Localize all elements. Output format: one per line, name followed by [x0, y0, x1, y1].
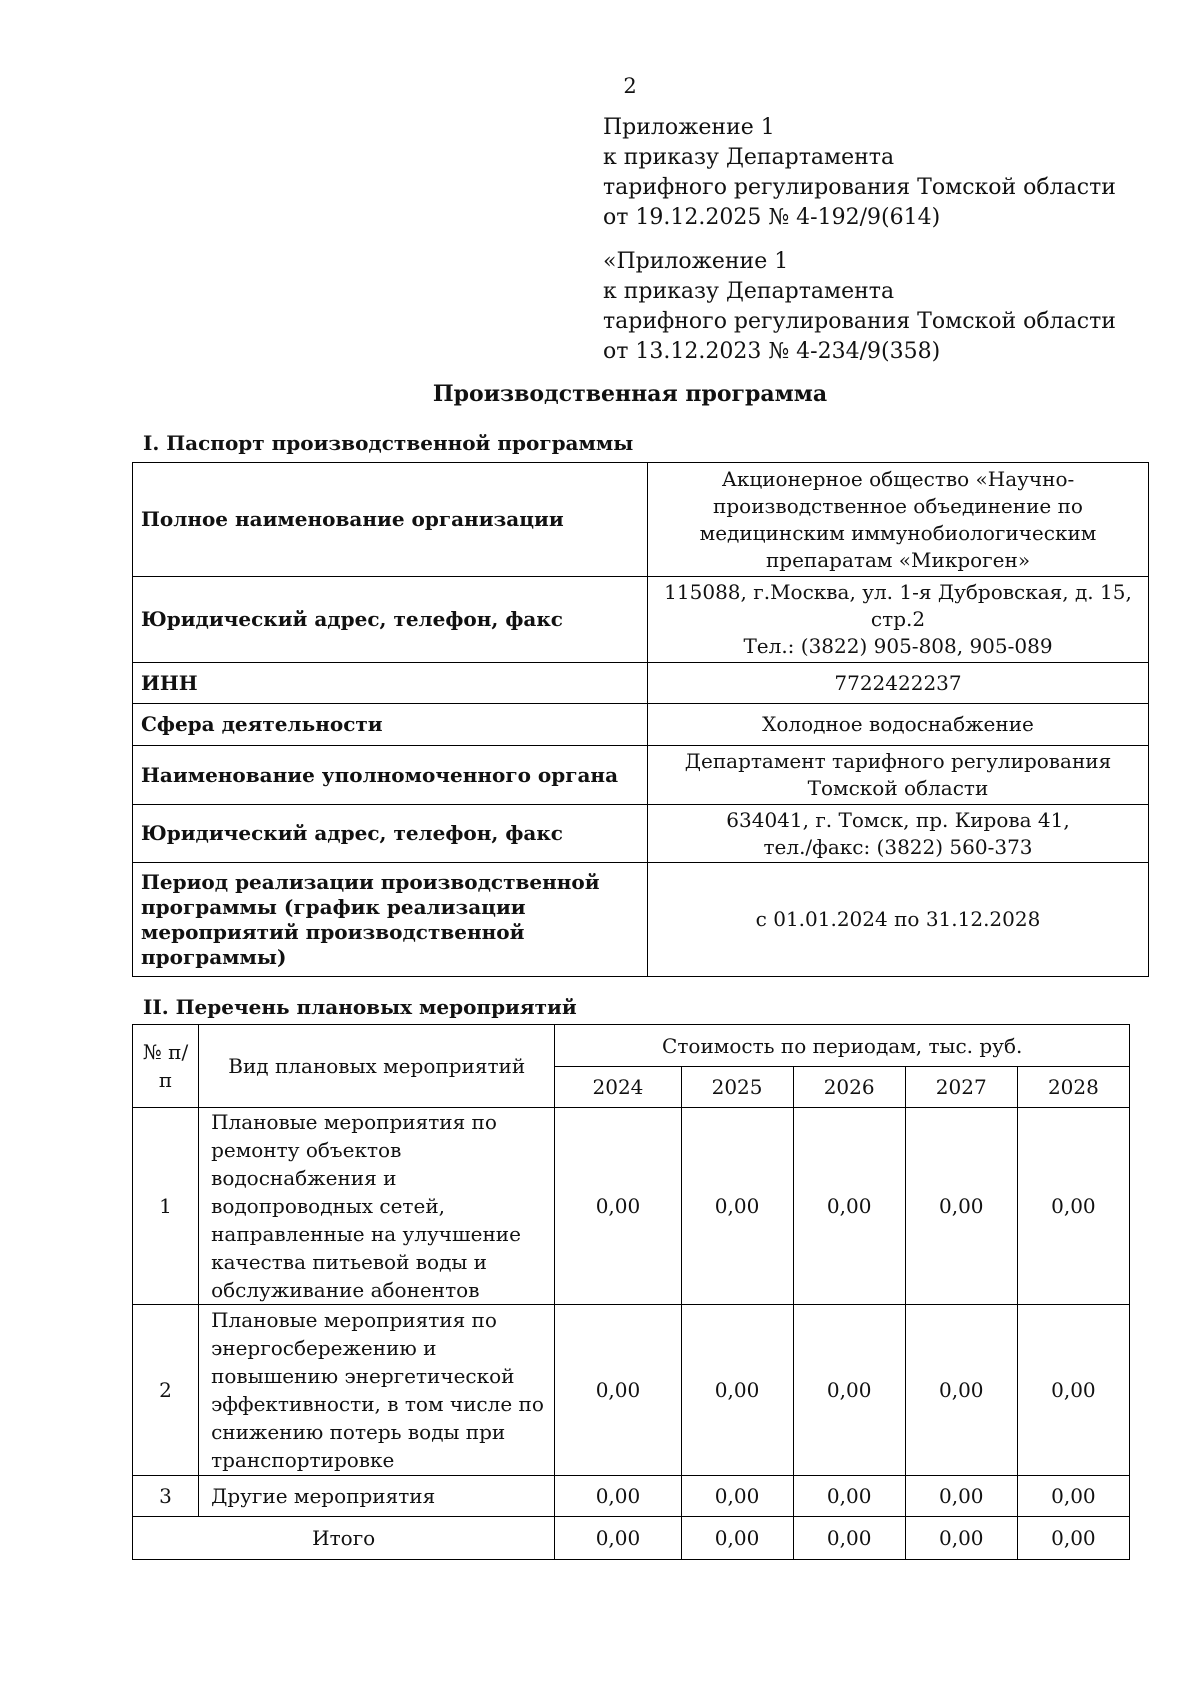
row-value: 0,00 [681, 1108, 793, 1305]
value-line: Холодное водоснабжение [762, 712, 1034, 736]
passport-label: Юридический адрес, телефон, факс [133, 577, 648, 663]
attachment-line: к приказу Департамента [603, 279, 895, 304]
section-heading-passport: I. Паспорт производственной программы [143, 431, 634, 455]
attachment-line: к приказу Департамента [603, 145, 895, 170]
attachment-header-current [603, 113, 1163, 233]
row-value: 0,00 [1017, 1476, 1129, 1517]
value-line: препаратам «Микроген» [765, 547, 1031, 572]
row-value: 0,00 [905, 1476, 1017, 1517]
row-description: Плановые мероприятия по ремонту объектов водоснабжения и водопроводных сетей, направленные на улучшение качества питьевой воды и обслуживание абонентов [199, 1108, 555, 1305]
value-line: стр.2 [870, 607, 926, 631]
value-line: 7722422237 [834, 670, 962, 695]
attachment-line: тарифного регулирования Томской области [603, 175, 1116, 200]
table-row [133, 746, 1149, 805]
table-header-row [133, 1025, 1130, 1067]
header-year: 2028 [1017, 1067, 1129, 1108]
row-num: 2 [133, 1305, 199, 1476]
table-row [133, 663, 1149, 704]
row-value: 0,00 [905, 1108, 1017, 1305]
passport-value [648, 805, 1149, 863]
table-row [133, 704, 1149, 746]
row-value: 0,00 [681, 1476, 793, 1517]
value-line: 634041, г. Томск, пр. Кирова 41, [726, 807, 1070, 832]
header-year: 2024 [555, 1067, 681, 1108]
document-title: Производственная программа [432, 381, 828, 407]
value-line: Акционерное общество «Научно- [721, 466, 1075, 491]
total-value: 0,00 [905, 1517, 1017, 1560]
passport-label: Сфера деятельности [133, 704, 648, 746]
total-value: 0,00 [555, 1517, 681, 1560]
total-row [133, 1517, 1130, 1560]
value-line: с 01.01.2024 по 31.12.2028 [755, 907, 1041, 931]
row-value: 0,00 [905, 1305, 1017, 1476]
attachment-line: от 13.12.2023 № 4-234/9(358) [603, 339, 941, 364]
passport-value [648, 746, 1149, 805]
total-value: 0,00 [793, 1517, 905, 1560]
total-value: 0,00 [681, 1517, 793, 1560]
value-line: медицинским иммунобиологическим [699, 520, 1097, 545]
passport-value [648, 863, 1149, 977]
row-value: 0,00 [555, 1476, 681, 1517]
passport-label: Период реализации производственной программы (график реализации мероприятий производственной программы) [133, 863, 648, 977]
passport-label: Полное наименование организации [133, 463, 648, 577]
row-value: 0,00 [555, 1305, 681, 1476]
row-value: 0,00 [1017, 1108, 1129, 1305]
table-row [133, 1305, 1130, 1476]
value-line: Тел.: (3822) 905-808, 905-089 [743, 634, 1053, 658]
passport-value [648, 663, 1149, 704]
total-value: 0,00 [1017, 1517, 1129, 1560]
value-line: Департамент тарифного регулирования [684, 749, 1112, 773]
row-num: 3 [133, 1476, 199, 1517]
attachment-line: тарифного регулирования Томской области [603, 309, 1116, 334]
value-line: 115088, г.Москва, ул. 1-я Дубровская, д. 15, [664, 580, 1132, 604]
passport-table [132, 462, 1149, 977]
passport-value [648, 577, 1149, 663]
passport-label: Юридический адрес, телефон, факс [133, 805, 648, 863]
section-heading-activities: II. Перечень плановых мероприятий [143, 995, 577, 1019]
table-row [133, 463, 1149, 577]
value-line: тел./факс: (3822) 560-373 [763, 834, 1033, 859]
table-row [133, 805, 1149, 863]
page-number: 2 [623, 74, 637, 98]
header-activity-type: Вид плановых мероприятий [199, 1025, 555, 1108]
activities-table [132, 1024, 1130, 1560]
header-year: 2027 [905, 1067, 1017, 1108]
table-row [133, 863, 1149, 977]
header-year: 2026 [793, 1067, 905, 1108]
row-value: 0,00 [793, 1108, 905, 1305]
table-row [133, 577, 1149, 663]
value-line: Томской области [807, 776, 989, 800]
passport-label: ИНН [133, 663, 648, 704]
passport-value [648, 704, 1149, 746]
total-label: Итого [133, 1517, 555, 1560]
header-year: 2025 [681, 1067, 793, 1108]
row-value: 0,00 [793, 1305, 905, 1476]
row-description: Другие мероприятия [199, 1476, 555, 1517]
passport-label: Наименование уполномоченного органа [133, 746, 648, 805]
header-cost: Стоимость по периодам, тыс. руб. [555, 1025, 1130, 1067]
table-row [133, 1108, 1130, 1305]
row-num: 1 [133, 1108, 199, 1305]
passport-value [648, 463, 1149, 577]
attachment-line: от 19.12.2025 № 4-192/9(614) [603, 205, 941, 230]
attachment-line: «Приложение 1 [603, 249, 789, 274]
row-value: 0,00 [555, 1108, 681, 1305]
row-description: Плановые мероприятия по энергосбережению и повышению энергетической эффективности, в том числе по снижению потерь воды при транспортировке [199, 1305, 555, 1476]
row-value: 0,00 [1017, 1305, 1129, 1476]
header-num: № п/п [133, 1025, 199, 1108]
row-value: 0,00 [793, 1476, 905, 1517]
attachment-header-previous [603, 247, 1163, 367]
table-row [133, 1476, 1130, 1517]
row-value: 0,00 [681, 1305, 793, 1476]
value-line: производственное объединение по [713, 493, 1083, 518]
attachment-line: Приложение 1 [603, 115, 775, 140]
